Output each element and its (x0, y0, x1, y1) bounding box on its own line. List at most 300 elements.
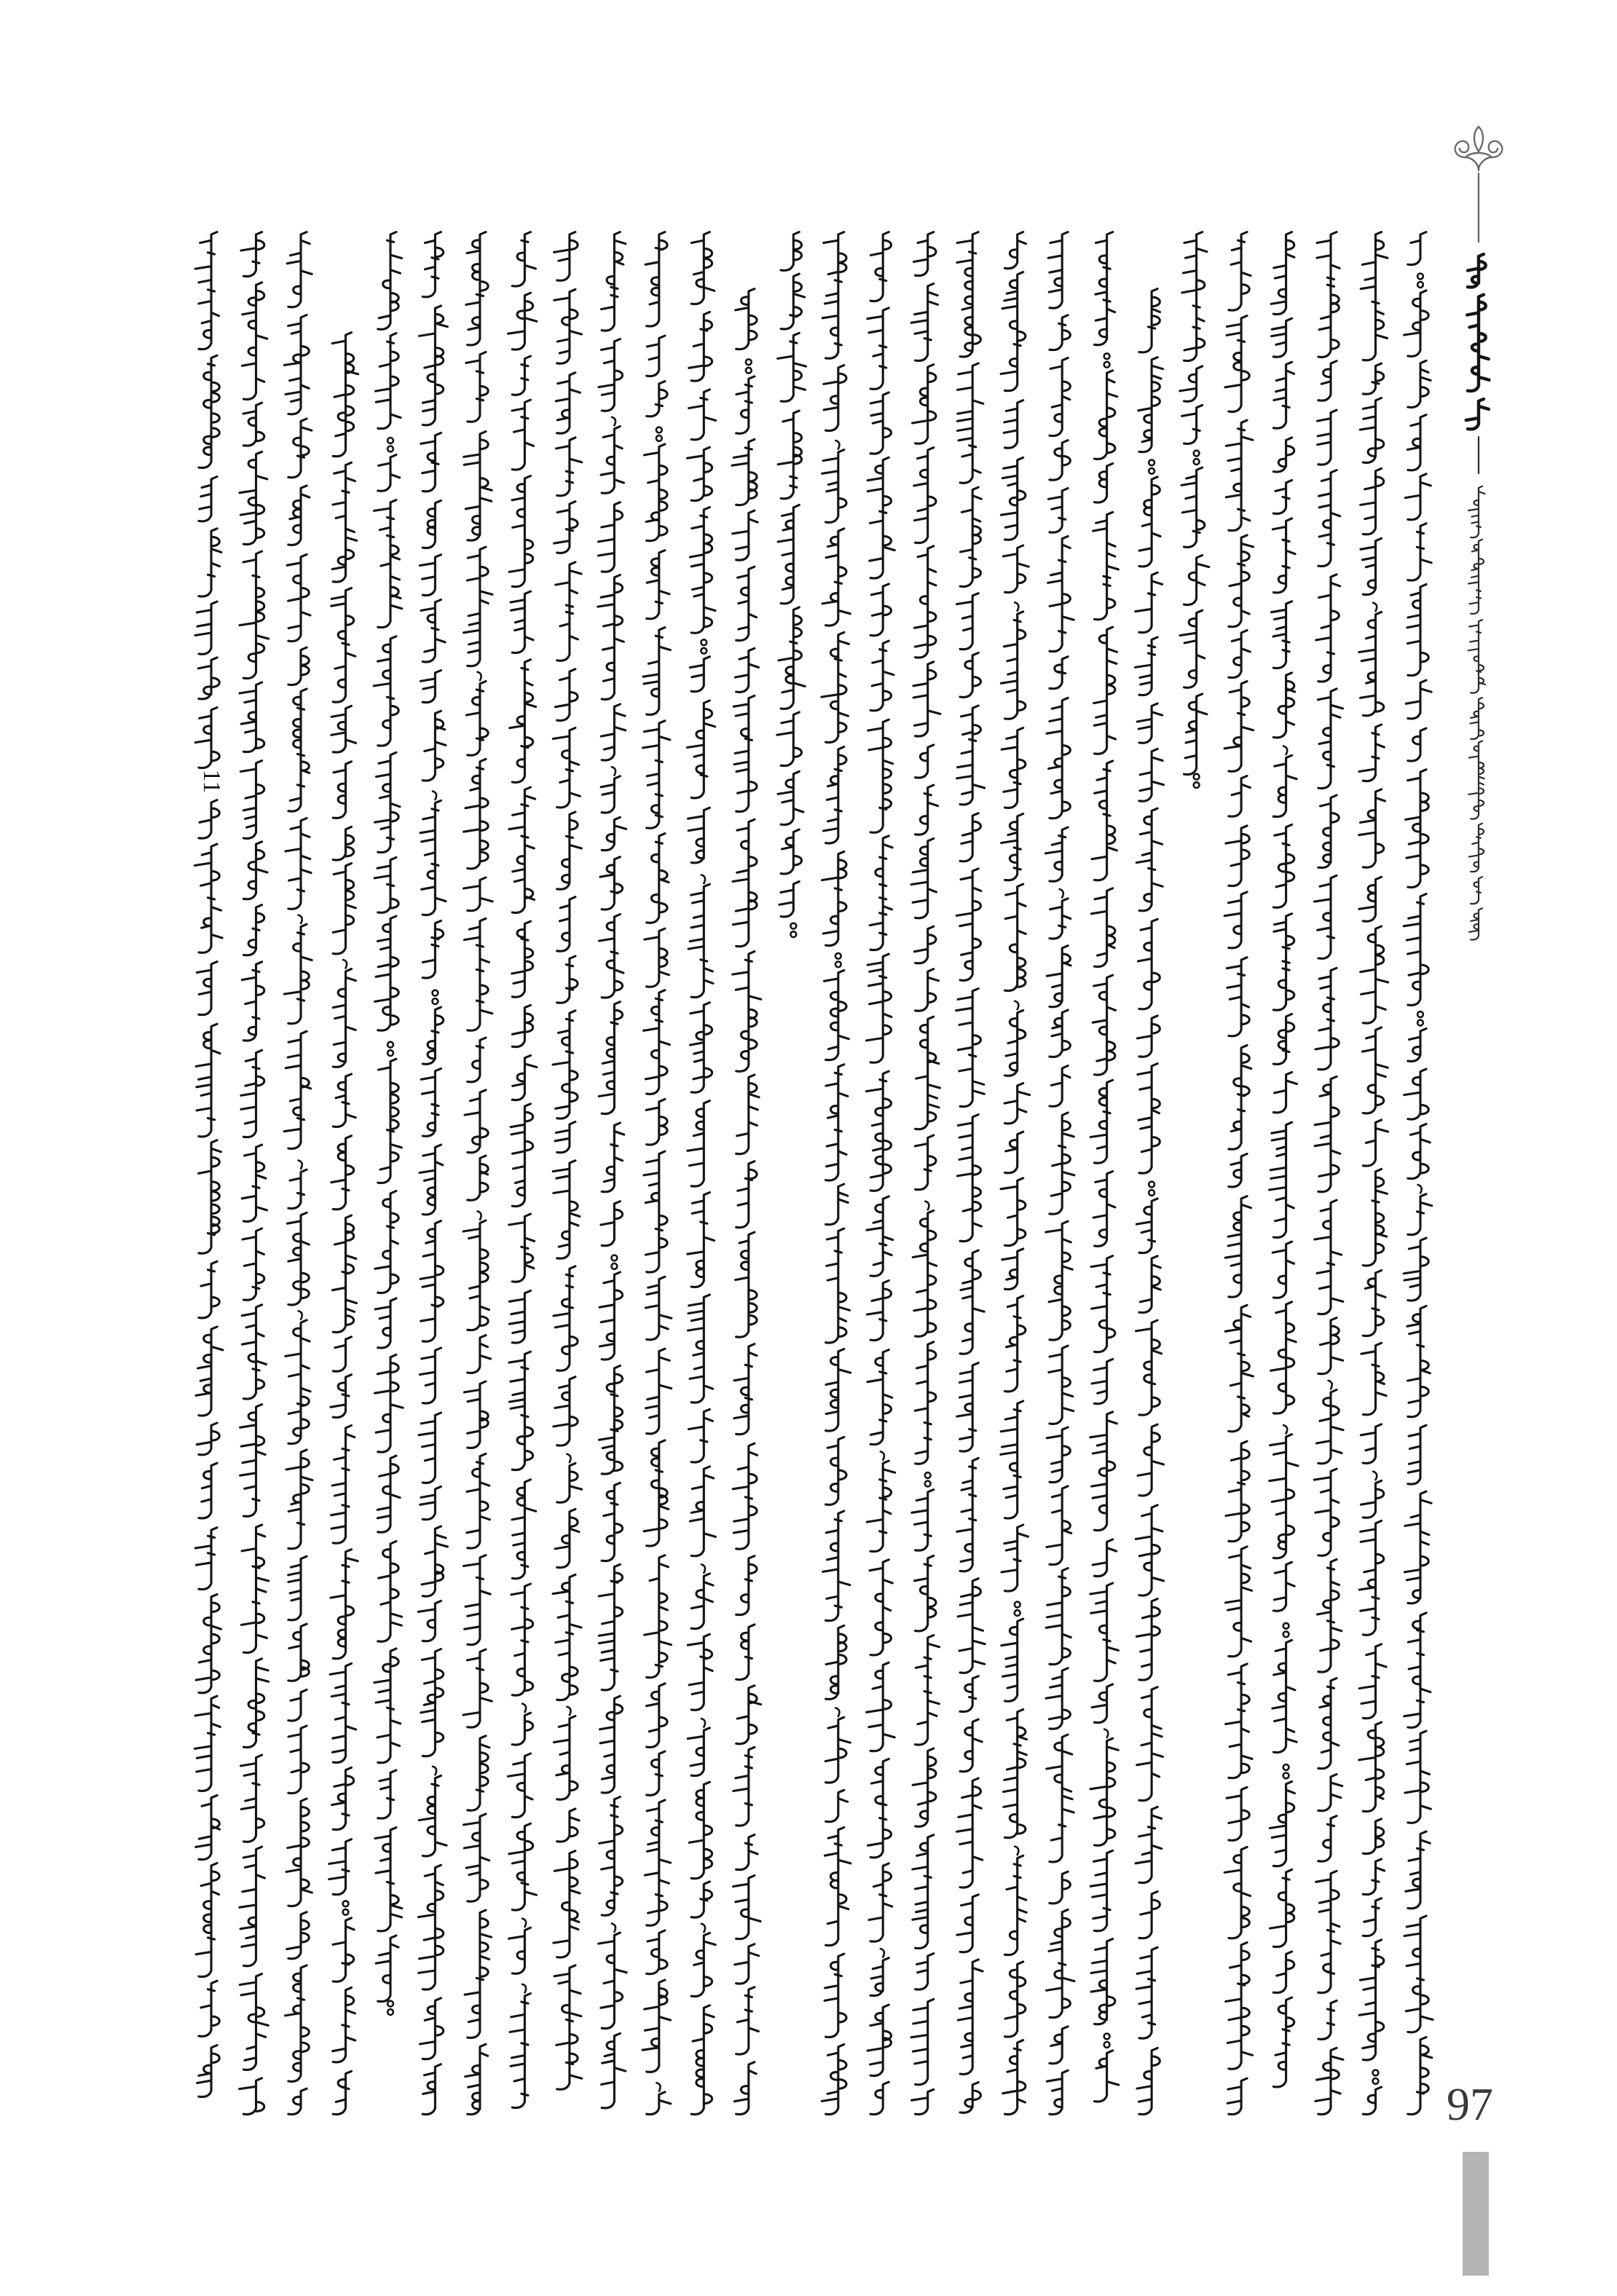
script-word (1404, 1613, 1431, 1728)
script-word (1050, 315, 1070, 350)
script-word (1092, 1684, 1113, 1723)
script-word (1405, 1731, 1431, 1823)
script-word (1270, 1869, 1294, 1946)
script-word (1094, 2051, 1119, 2102)
script-word (194, 1696, 220, 1791)
punctuation-period (387, 1050, 393, 1056)
script-word (1002, 814, 1023, 880)
script-word (1224, 1847, 1250, 1938)
script-word (464, 1381, 488, 1448)
script-word (1182, 232, 1207, 361)
script-word (333, 864, 355, 954)
script-word (1359, 1940, 1384, 2060)
script-word (554, 1965, 582, 2089)
script-word (422, 2064, 441, 2115)
script-word (1001, 272, 1026, 391)
script-word (911, 1999, 934, 2084)
script-word (691, 1003, 712, 1093)
script-word (1046, 1569, 1071, 1665)
script-word (199, 1463, 217, 1518)
punctuation-comma (567, 1454, 570, 1463)
script-word (333, 1987, 355, 2062)
punctuation-period (387, 2001, 393, 2007)
punctuation-comma (881, 1949, 884, 1957)
script-word (1408, 1194, 1432, 1235)
script-word (1318, 795, 1339, 868)
script-word (960, 1719, 982, 1772)
script-word (1471, 698, 1484, 739)
punctuation-period (1373, 2070, 1379, 2076)
script-word (1407, 584, 1428, 675)
script-word (733, 510, 758, 560)
script-word (421, 433, 441, 491)
script-word (1050, 1010, 1070, 1057)
script-word (422, 1526, 448, 1596)
punctuation-period (433, 998, 438, 1004)
text-column (418, 232, 447, 2115)
script-word (512, 1480, 536, 1579)
script-word (240, 682, 264, 752)
script-word (556, 438, 582, 496)
text-column (1090, 232, 1119, 2102)
script-word (420, 306, 448, 425)
script-word (688, 1634, 712, 1710)
script-word (870, 836, 892, 950)
script-word (1363, 363, 1383, 394)
script-word (733, 1876, 761, 1939)
script-word (1270, 1782, 1294, 1866)
script-word (688, 1101, 710, 1187)
script-word (1273, 362, 1294, 428)
punctuation-comma (522, 1704, 526, 1713)
script-word (1404, 1916, 1433, 2032)
script-word (911, 284, 937, 361)
script-word (733, 1747, 755, 1826)
script-word (1467, 295, 1489, 391)
script-word (1139, 289, 1160, 352)
punctuation-period (387, 2009, 393, 2015)
script-word (1318, 1816, 1337, 1861)
script-word (1273, 755, 1297, 816)
script-word (1273, 673, 1294, 738)
script-word (1318, 361, 1337, 401)
script-word (557, 812, 582, 889)
script-word (287, 1912, 310, 1959)
script-word (1408, 1425, 1426, 1484)
script-word (646, 1099, 667, 1145)
punctuation-comma (478, 672, 481, 681)
script-word (1090, 1412, 1117, 1531)
punctuation-comma (881, 1451, 884, 1460)
punctuation-period (701, 639, 707, 645)
script-word (468, 1336, 491, 1373)
script-word (781, 274, 805, 329)
script-word (777, 712, 802, 766)
punctuation-period (746, 359, 752, 365)
script-word (1359, 877, 1382, 921)
script-word (199, 355, 219, 468)
script-word (199, 1261, 219, 1318)
punctuation-period (343, 1909, 349, 1915)
script-word (647, 1684, 668, 1748)
script-word (509, 1214, 535, 1282)
running-head-subtitle (1468, 486, 1485, 940)
script-word (240, 551, 269, 679)
script-word (867, 1196, 893, 1276)
punctuation-period (1149, 1182, 1154, 1188)
script-word (1094, 627, 1117, 754)
script-word (1047, 2070, 1068, 2114)
script-word (1272, 518, 1295, 593)
script-word (1359, 789, 1385, 867)
script-word (1316, 575, 1340, 682)
script-word (1271, 232, 1294, 315)
script-word (1229, 1154, 1247, 1187)
script-word (509, 476, 533, 587)
script-word (332, 462, 357, 582)
script-word (554, 289, 582, 363)
script-word (464, 759, 489, 869)
script-word (508, 293, 537, 350)
script-word (956, 869, 981, 981)
punctuation-period (1104, 362, 1110, 368)
punctuation-comma (701, 875, 705, 884)
script-word (643, 628, 670, 715)
script-word (915, 1135, 936, 1190)
script-word (1004, 1084, 1030, 1124)
script-word (197, 2046, 220, 2097)
script-word (691, 232, 715, 304)
script-word (826, 1184, 849, 1225)
punctuation-period (387, 1042, 393, 1048)
script-word (1404, 1238, 1428, 1301)
script-word (1226, 826, 1249, 886)
script-word (195, 708, 219, 768)
script-word (688, 1295, 712, 1403)
script-word (1318, 470, 1340, 567)
punctuation-comma (433, 1767, 436, 1775)
script-word (1004, 401, 1023, 449)
script-word (1361, 232, 1388, 360)
script-word (1361, 1424, 1381, 1464)
script-word (1050, 1113, 1074, 1214)
script-word (1137, 1687, 1163, 1801)
script-word (1225, 316, 1249, 412)
script-word (645, 1800, 670, 1925)
script-word (1090, 1080, 1113, 1163)
script-word (468, 1736, 489, 1811)
punctuation-comma (1283, 1425, 1287, 1434)
script-word (510, 1994, 531, 2108)
script-word (421, 600, 445, 663)
script-word (510, 660, 536, 783)
script-word (601, 427, 624, 494)
text-column (822, 232, 851, 2115)
script-word (422, 711, 446, 781)
script-word (378, 1542, 402, 1642)
script-word (598, 502, 622, 572)
script-word (331, 706, 356, 752)
script-word (911, 839, 936, 918)
script-word (913, 1835, 934, 1949)
script-word (735, 1944, 759, 1984)
script-word (1001, 457, 1025, 540)
script-word (779, 882, 799, 917)
text-column (1045, 232, 1074, 2115)
script-word (1090, 1850, 1113, 1930)
script-word (913, 662, 940, 736)
script-word (286, 1320, 310, 1444)
script-word (1136, 808, 1162, 911)
script-word (553, 1161, 580, 1259)
script-word (733, 819, 757, 946)
script-word (1182, 405, 1203, 443)
script-word (1090, 1583, 1119, 1681)
script-word (956, 593, 978, 650)
script-word (1136, 637, 1158, 695)
punctuation-comma (522, 1919, 526, 1928)
text-column (1270, 232, 1299, 2087)
script-word (822, 450, 846, 523)
script-word (197, 1423, 219, 1455)
script-word (1094, 464, 1112, 503)
script-word (240, 1847, 265, 1966)
inline-numeral: 11 (198, 769, 225, 794)
script-word (960, 487, 981, 586)
script-word (1050, 1871, 1070, 1904)
text-column (553, 232, 582, 2090)
script-word (1091, 1939, 1115, 2024)
script-word (1361, 468, 1384, 534)
text-column (194, 232, 223, 2097)
script-word (599, 1002, 622, 1114)
script-word (1363, 1120, 1388, 1166)
script-word (960, 1676, 978, 1712)
script-word (1406, 680, 1431, 719)
script-word (466, 232, 488, 345)
punctuation-comma (299, 1311, 302, 1319)
script-word (1361, 1480, 1384, 1518)
script-word (422, 1007, 443, 1064)
script-word (195, 601, 217, 654)
script-word (556, 669, 578, 721)
script-word (599, 1933, 627, 2029)
punctuation-period (790, 923, 796, 929)
running-head-title (1466, 254, 1490, 429)
script-word (602, 1483, 622, 1561)
script-word (421, 1649, 444, 1756)
script-word (287, 1212, 309, 1305)
script-word (463, 1220, 489, 1330)
script-word (1318, 410, 1337, 465)
script-word (1180, 366, 1203, 401)
script-word (511, 1104, 533, 1207)
text-column (866, 232, 894, 2115)
script-word (599, 339, 623, 411)
script-word (957, 1895, 979, 1952)
script-word (1272, 1640, 1297, 1752)
script-word (1271, 1302, 1297, 1413)
script-word (288, 486, 310, 545)
script-word (736, 1161, 757, 1228)
script-word (241, 1755, 264, 1842)
script-word (555, 1509, 579, 1567)
punctuation-comma (478, 1211, 481, 1220)
script-word (1471, 877, 1482, 904)
script-word (1045, 827, 1068, 881)
script-word (1136, 1807, 1162, 1882)
script-word (1408, 2037, 1432, 2115)
script-word (1359, 1644, 1386, 1719)
script-word (1003, 2040, 1026, 2115)
script-word (822, 851, 846, 945)
script-word (421, 1068, 441, 1136)
script-word (422, 920, 443, 978)
script-word (915, 1342, 936, 1464)
script-word (288, 1689, 307, 1721)
script-word (1048, 489, 1068, 533)
script-word (822, 529, 850, 626)
punctuation-comma (1283, 746, 1287, 755)
punctuation-period (925, 1472, 931, 1478)
script-word (1404, 894, 1428, 1006)
script-word (912, 2089, 934, 2114)
script-word (243, 1228, 264, 1300)
ornament-knot-icon (1455, 127, 1503, 170)
script-word (509, 1823, 537, 1910)
script-word (1362, 1027, 1388, 1113)
script-word (330, 1663, 356, 1762)
script-word (1227, 958, 1250, 1036)
script-word (1363, 1271, 1385, 1336)
script-word (867, 1461, 895, 1552)
script-word (378, 455, 400, 492)
script-word (1049, 1346, 1074, 1424)
punctuation-period (656, 435, 662, 441)
text-column (911, 232, 940, 2115)
script-word (779, 607, 805, 709)
script-word (509, 1928, 531, 1973)
script-word (1047, 1735, 1074, 1862)
script-word (1226, 1441, 1249, 1542)
script-word (512, 921, 533, 997)
script-word (553, 1574, 581, 1700)
script-word (508, 1753, 532, 1818)
script-word (199, 800, 219, 839)
script-word (1227, 2078, 1247, 2114)
script-word (195, 1528, 217, 1590)
script-word (1136, 1599, 1160, 1681)
script-word (822, 2044, 846, 2114)
script-word (557, 956, 578, 1003)
script-word (778, 333, 806, 401)
script-word (199, 1140, 221, 1254)
script-word (1229, 1045, 1251, 1149)
punctuation-period (1015, 1610, 1020, 1616)
script-word (957, 1778, 983, 1887)
script-word (1138, 919, 1160, 1009)
script-word (1139, 1892, 1160, 1938)
script-word (1270, 1122, 1294, 1237)
script-word (736, 1232, 757, 1337)
script-word (467, 1453, 490, 1548)
script-word (870, 392, 891, 454)
script-word (1363, 2087, 1381, 2115)
script-word (284, 1031, 311, 1148)
script-word (511, 591, 533, 652)
script-word (374, 857, 398, 912)
script-word (1048, 232, 1068, 309)
script-word (915, 1555, 936, 1631)
text-column (1180, 232, 1209, 788)
script-word (375, 916, 399, 1030)
script-word (194, 844, 222, 952)
punctuation-comma (612, 1924, 615, 1933)
script-word (870, 2082, 889, 2114)
punctuation-comma (701, 1719, 705, 1727)
punctuation-period (1104, 2034, 1110, 2040)
script-word (243, 1659, 268, 1748)
script-word (1091, 1256, 1115, 1352)
script-word (1004, 884, 1026, 990)
script-word (333, 827, 353, 860)
script-word (378, 1770, 396, 1818)
script-word (1136, 1320, 1162, 1415)
script-word (735, 648, 758, 692)
script-word (512, 232, 535, 286)
script-word (378, 232, 402, 330)
script-word (689, 1782, 712, 1879)
punctuation-period (1194, 459, 1200, 465)
punctuation-period (835, 953, 841, 959)
script-word (688, 1728, 709, 1776)
script-word (1225, 1547, 1251, 1657)
script-word (1002, 1249, 1023, 1290)
script-word (465, 1910, 491, 2037)
script-word (1136, 1947, 1157, 2038)
script-word (1468, 254, 1486, 287)
script-word (1229, 232, 1251, 311)
punctuation-period (1417, 282, 1423, 288)
script-word (599, 1365, 623, 1474)
punctuation-comma (1015, 602, 1018, 611)
script-word (419, 1413, 441, 1483)
script-word (333, 1074, 355, 1127)
script-word (1315, 1076, 1340, 1191)
script-word (1050, 657, 1068, 689)
script-word (825, 1717, 850, 1783)
script-word (960, 813, 980, 861)
script-word (736, 1625, 755, 1680)
script-word (1229, 631, 1250, 678)
script-word (956, 989, 985, 1107)
script-word (1047, 1427, 1070, 1483)
script-word (825, 1954, 846, 2037)
punctuation-period (1149, 1190, 1154, 1196)
script-word (554, 1716, 578, 1800)
script-word (913, 1748, 936, 1826)
script-word (420, 1998, 444, 2059)
script-word (1315, 968, 1339, 1069)
script-word (512, 1055, 537, 1100)
script-word (1273, 1014, 1294, 1065)
script-word (691, 1933, 715, 1997)
script-word (554, 1851, 580, 1957)
punctuation-period (1417, 1020, 1423, 1026)
script-word (284, 315, 309, 414)
script-word (688, 884, 713, 997)
script-word (243, 905, 264, 955)
